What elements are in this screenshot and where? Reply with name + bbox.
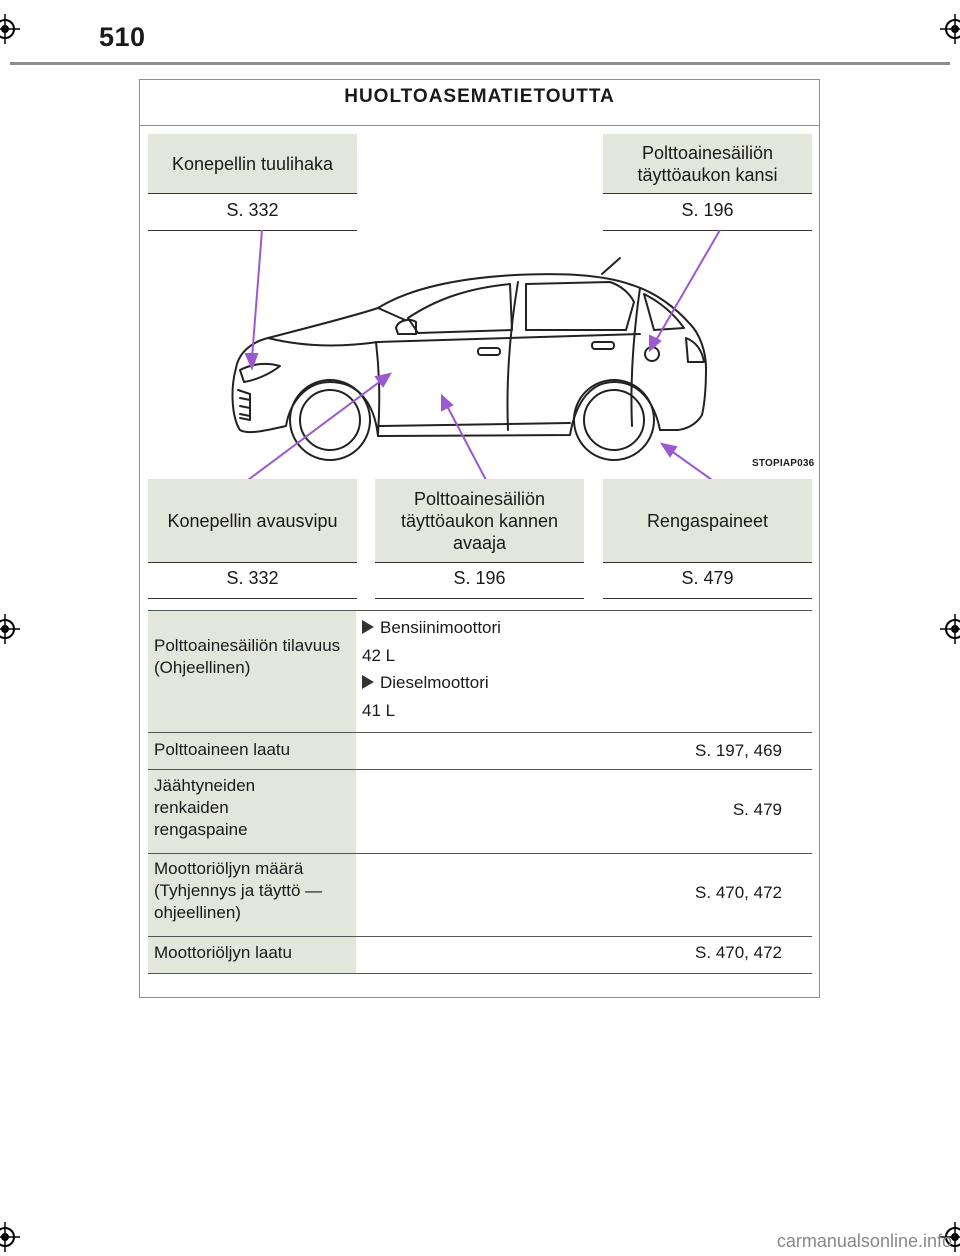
- spec-oil-capacity-value[interactable]: S. 470, 472: [695, 883, 782, 902]
- triangle-bullet-icon: [362, 675, 374, 689]
- callout-hood-support-page[interactable]: S. 332: [226, 200, 279, 220]
- spec-variant-petrol: Bensiinimoottori: [362, 617, 501, 639]
- figure-caption: STOPIAP036: [752, 458, 815, 469]
- car-side-illustration: [140, 230, 819, 480]
- divider: [148, 598, 357, 599]
- spec-fuel-type-value[interactable]: S. 197, 469: [695, 741, 782, 760]
- divider: [148, 193, 357, 194]
- spec-oil-quality-label: Moottoriöljyn laatu: [148, 937, 356, 973]
- divider: [375, 598, 584, 599]
- registration-mark-icon: [0, 1222, 20, 1252]
- triangle-bullet-icon: [362, 620, 374, 634]
- divider: [603, 193, 812, 194]
- page-number: 510: [99, 22, 146, 52]
- callout-fuel-door-opener-label: Polttoainesäiliön täyttöaukon kannen avaaja: [375, 479, 584, 562]
- spec-variant-diesel: Dieselmoottori: [362, 672, 489, 694]
- divider: [603, 598, 812, 599]
- callout-fuel-door-label: Polttoainesäiliön täyttöaukon kansi: [603, 134, 812, 193]
- callout-fuel-door-page[interactable]: S. 196: [681, 200, 734, 220]
- divider: [375, 562, 584, 563]
- spec-fuel-type-label: Polttoaineen laatu: [148, 733, 356, 769]
- callout-hood-lever-page[interactable]: S. 332: [226, 568, 279, 588]
- watermark: carmanualsonline.info: [776, 1231, 952, 1251]
- callout-tire-pressure-label: Rengaspaineet: [603, 479, 812, 562]
- registration-mark-icon: [0, 14, 20, 44]
- spec-oil-quality-value[interactable]: S. 470, 472: [695, 943, 782, 962]
- callout-fuel-door-opener-page[interactable]: S. 196: [453, 568, 506, 588]
- spec-tire-pressure-value[interactable]: S. 479: [732, 800, 782, 819]
- divider: [148, 562, 357, 563]
- registration-mark-icon: [940, 614, 960, 644]
- spec-oil-capacity-label: Moottoriöljyn määrä (Tyhjennys ja täyttö — ohjeellinen): [148, 854, 356, 936]
- registration-mark-icon: [940, 14, 960, 44]
- spec-tire-pressure-label: Jäähtyneiden renkaiden rengaspaine: [148, 770, 356, 853]
- spec-value-petrol: 42 L: [362, 646, 396, 665]
- title-rule: [140, 125, 819, 126]
- callout-hood-support-label: Konepellin tuulihaka: [148, 134, 357, 193]
- registration-mark-icon: [0, 614, 20, 644]
- table-rule: [148, 973, 812, 974]
- callout-tire-pressure-page[interactable]: S. 479: [681, 568, 734, 588]
- section-title: HUOLTOASEMATIETOUTTA: [344, 86, 615, 107]
- header-rule: [10, 62, 950, 65]
- callout-hood-lever-label: Konepellin avausvipu: [148, 479, 357, 562]
- divider: [603, 562, 812, 563]
- spec-value-diesel: 41 L: [362, 701, 396, 720]
- spec-fuel-tank-label: Polttoainesäiliön tilavuus (Ohjeellinen): [148, 611, 356, 732]
